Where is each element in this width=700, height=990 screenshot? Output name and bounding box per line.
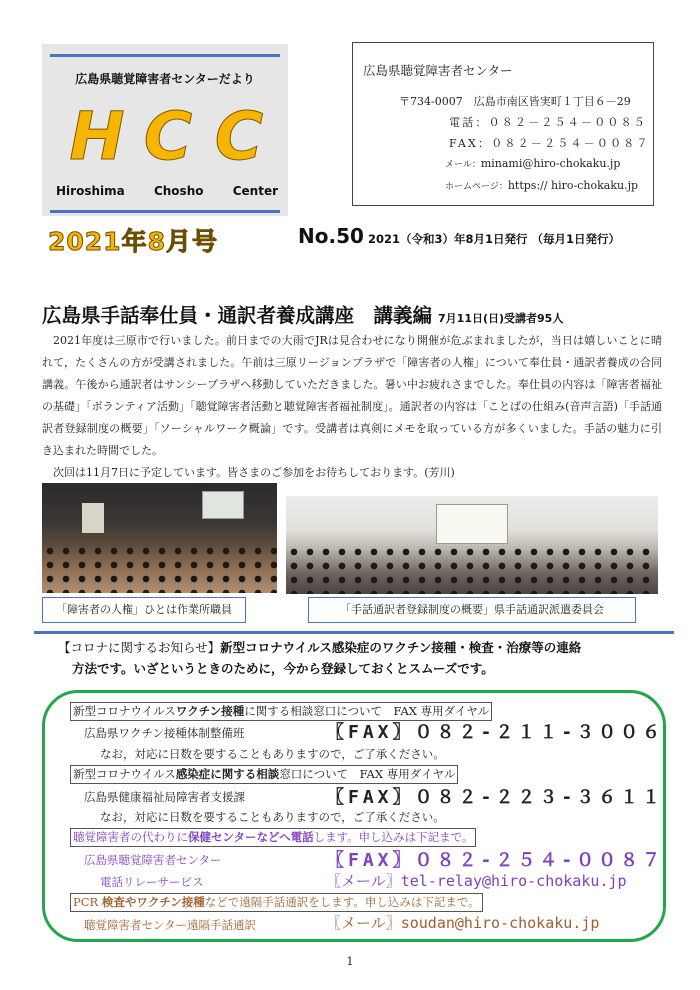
heading-pre: PCR: [73, 895, 102, 909]
vaccine-org: 広島県ワクチン接種体制整備班: [84, 726, 245, 740]
headline-main: 広島県手話奉仕員・通訳者養成講座 講義編: [42, 304, 433, 327]
heading-bold: 検査やワクチン接種: [101, 895, 205, 909]
photo-caption-2: 「手話通訳者登録制度の概要」県手話通訳派遣委員会: [308, 597, 636, 623]
infection-note: なお，対応に日数を要することもありますので，ご了承ください。: [100, 810, 445, 824]
headline-sub: 7月11日(日)受講者95人: [438, 312, 564, 325]
relay-org: 広島県聴覚障害者センター: [84, 853, 222, 867]
photo-classroom: [286, 496, 658, 594]
infection-consult-heading: [70, 765, 458, 784]
logo-letter-c2: C: [214, 98, 264, 175]
remote-interp-heading: [70, 893, 483, 912]
heading-pre: 聴覚障害者の代わりに: [73, 830, 188, 844]
infection-fax[interactable]: 〖FAX〗０８２-２２３-３６１１: [326, 787, 665, 808]
issue-month: 2021年8月号: [48, 227, 218, 256]
contact-address: 〒734-0007 広島市南区皆実町１丁目６－29: [399, 95, 631, 108]
mail-label: メール：: [445, 160, 481, 170]
tel-label: 電話：: [449, 116, 489, 129]
logo-words: [56, 184, 278, 198]
speaker-figure: [82, 503, 104, 533]
vaccine-note: なお，対応に日数を要することもありますので，ご了承ください。: [100, 747, 445, 761]
issue-number: No.50: [298, 224, 364, 248]
heading-bold: 感染症に関する相談: [175, 767, 280, 781]
contact-box: [352, 42, 654, 206]
infection-org: 広島県健康福祉局障害者支援課: [84, 790, 245, 804]
logo-rule-bottom: [50, 210, 280, 213]
logo-letter-c1: C: [143, 98, 193, 175]
article-body: [42, 330, 662, 484]
logo-block: [42, 44, 288, 216]
contact-web: [445, 179, 638, 192]
notice-text-1: 新型コロナウイルス感染症のワクチン接種・検査・治療等の連絡: [220, 640, 582, 655]
audience: [286, 545, 658, 594]
logo-letter-h: H: [69, 98, 125, 175]
logo-letters: [62, 98, 274, 175]
remote-interp-org: 聴覚障害者センター遠隔手話通訳: [84, 918, 257, 932]
photo-lecture-hall: [42, 483, 277, 593]
logo-word-center: Center: [232, 184, 278, 198]
article-paragraph: 次回は11月7日に予定しています。皆さまのご参加をお待ちしております。(芳川): [53, 466, 455, 479]
heading-pre: 新型コロナウイルス: [73, 704, 176, 718]
corona-notice: [58, 637, 658, 679]
logo-subtitle: 広島県聴覚障害者センターだより: [75, 72, 255, 86]
vaccine-fax[interactable]: 〖FAX〗０８２-２１１-３００６: [326, 722, 665, 743]
heading-bold: ワクチン接種: [175, 704, 245, 718]
issue-date: 2021（令和3）年8月1日発行 （毎月1日発行）: [368, 232, 621, 246]
contact-org: 広島県聴覚障害者センター: [363, 63, 513, 78]
heading-post: 窓口について FAX 専用ダイヤル: [279, 767, 456, 781]
notice-line-2: 方法です。いざというときのために，今から登録しておくとスムーズです。: [72, 661, 494, 676]
contact-fax: [449, 135, 650, 151]
heading-post: に関する相談窓口について FAX 専用ダイヤル: [244, 704, 490, 718]
page-number: 1: [346, 955, 354, 968]
remote-interp-mail[interactable]: 〖メール〗soudan@hiro-chokaku.jp: [326, 914, 600, 932]
web-link[interactable]: https:// hiro-chokaku.jp: [507, 179, 639, 192]
photo-caption-1: 「障害者の人権」ひとは作業所職員: [42, 597, 246, 623]
heading-pre: 新型コロナウイルス: [73, 767, 176, 781]
heading-bold: 保健センターなどへ電話: [188, 830, 314, 844]
contact-mail: [445, 157, 620, 170]
relay-mail[interactable]: 〖メール〗tel-relay@hiro-chokaku.jp: [326, 872, 627, 890]
section-divider: [34, 631, 674, 634]
notice-line-1: [58, 637, 658, 658]
tel-value: ０８２－２５４－００８５: [488, 116, 648, 129]
logo-word-chosho: Chosho: [153, 184, 204, 198]
relay-fax[interactable]: 〖FAX〗０８２-２５４-００８７: [326, 850, 665, 871]
article-headline: [42, 300, 563, 328]
notice-label: 【コロナに関するお知らせ】: [58, 640, 221, 655]
projection-screen: [436, 504, 508, 544]
logo-rule-top: [50, 54, 280, 57]
projection-screen: [202, 491, 244, 519]
relay-service: 電話リレーサービス: [100, 875, 204, 889]
web-label: ホームページ：: [445, 182, 508, 192]
fax-value: ０８２－２５４－００８７: [491, 137, 650, 150]
article-paragraph: 2021年度は三原市で行いました。前日までの大雨でJRは見合わせになり開催が危ぶまれましたが，当日は嬉しいことに晴れて，たくさんの方が受講されました。午前は三原リージョンプラザで「障害者の人権」について奉仕員・通訳者養成の合同講義。午後から通訳者はサンシープラザへ移動していただきました。暑い中お疲れさまでした。奉仕員の内容は「障害者福祉の基礎」「ボランティア活動」「聴覚障害者活動と聴覚障害者福祉制度」。通訳者の内容は「ことばの仕組み(音声言語)「手話通訳者登録制度の概要」「ソーシャルワーク概論」です。受講者は真剣にメモを取っている方が多くいました。手話の魅力に引き込まれた時間でした。: [42, 334, 662, 457]
mail-link[interactable]: minami@hiro-chokaku.jp: [480, 157, 621, 170]
relay-heading: [70, 828, 476, 847]
heading-post: などで遠隔手話通訳をします。申し込みは下記まで。: [204, 895, 480, 909]
logo-word-hiroshima: Hiroshima: [56, 184, 125, 198]
audience: [42, 544, 277, 594]
contact-tel: [449, 114, 647, 130]
fax-label: FAX：: [449, 137, 492, 150]
heading-post: します。申し込みは下記まで。: [313, 830, 474, 844]
